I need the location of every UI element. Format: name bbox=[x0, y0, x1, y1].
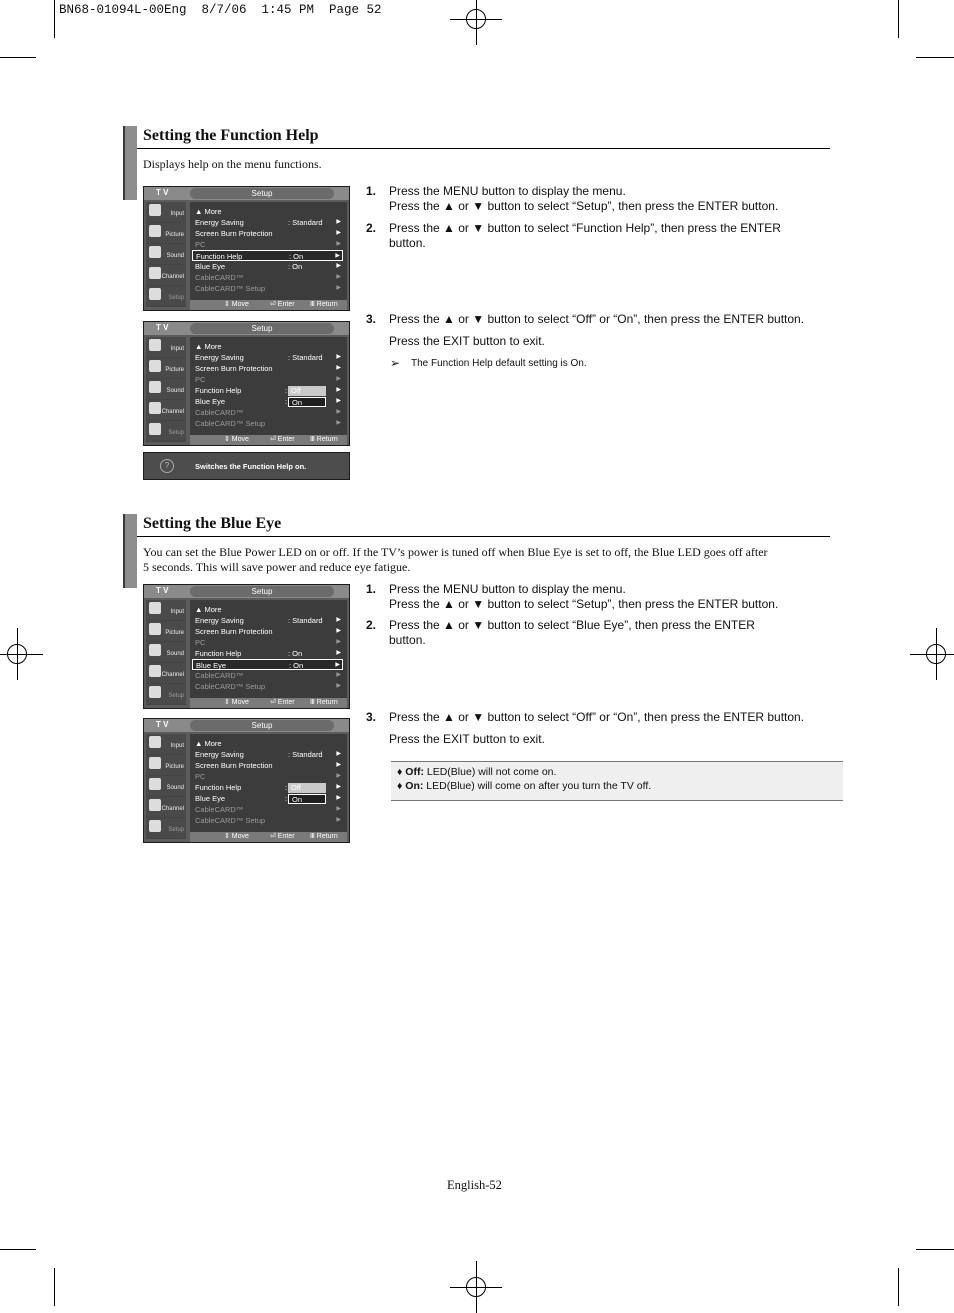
enter-hint: ⏎ Enter bbox=[270, 301, 295, 308]
arrow-right-icon: ▶ bbox=[336, 773, 341, 779]
registration-mark-icon bbox=[918, 636, 954, 672]
menu-row: CableCARD™ Setup ▶ bbox=[195, 816, 341, 825]
sidebar-item-picture: Picture bbox=[146, 621, 186, 642]
menu-row: Blue Eye : ▶ bbox=[195, 397, 341, 406]
crop-mark bbox=[54, 1268, 55, 1306]
option-on: On bbox=[288, 794, 326, 804]
arrow-right-icon: ▶ bbox=[336, 639, 341, 645]
arrow-right-icon: ▶ bbox=[335, 253, 340, 259]
sidebar-item-setup: Setup bbox=[146, 286, 186, 307]
sound-icon bbox=[149, 381, 161, 393]
menu-title: Setup bbox=[190, 720, 334, 731]
function-help-box bbox=[143, 452, 350, 480]
option-on: On bbox=[288, 397, 326, 407]
menu-row: CableCARD™ ▶ bbox=[195, 805, 341, 814]
menu-row: Screen Burn Protection ▶ bbox=[195, 364, 341, 373]
menu-row-more: ▲ More bbox=[195, 605, 222, 614]
enter-hint: ⏎ Enter bbox=[270, 699, 295, 706]
crop-mark bbox=[916, 57, 954, 58]
tip-box bbox=[391, 761, 843, 801]
return-hint: Ⅲ Return bbox=[310, 699, 338, 706]
arrow-right-icon: ▶ bbox=[336, 650, 341, 656]
arrow-right-icon: ▶ bbox=[336, 241, 341, 247]
arrow-right-icon: ▶ bbox=[336, 762, 341, 768]
menu-row: Blue Eye : ▶ bbox=[195, 794, 341, 803]
option-off: Off bbox=[288, 386, 326, 396]
picture-icon bbox=[149, 360, 161, 372]
menu-row: CableCARD™ Setup ▶ bbox=[195, 419, 341, 428]
arrow-right-icon: ▶ bbox=[336, 683, 341, 689]
crop-mark bbox=[0, 57, 36, 58]
tv-label: T V bbox=[156, 323, 169, 332]
menu-row-more: ▲ More bbox=[195, 207, 222, 216]
tv-menu-screenshot bbox=[143, 584, 350, 709]
arrow-right-icon: ▶ bbox=[336, 628, 341, 634]
menu-panel bbox=[190, 734, 347, 834]
sidebar-item-input: Input bbox=[146, 337, 186, 358]
menu-row: PC ▶ bbox=[195, 240, 341, 249]
crop-mark bbox=[0, 1249, 36, 1250]
arrow-right-icon: ▶ bbox=[336, 219, 341, 225]
tv-label: T V bbox=[156, 188, 169, 197]
input-icon bbox=[149, 339, 161, 351]
menu-row-more: ▲ More bbox=[195, 342, 222, 351]
sidebar-item-channel: Channel bbox=[146, 400, 186, 421]
menu-row: Blue Eye : On ▶ bbox=[195, 262, 341, 271]
menu-row: Screen Burn Protection ▶ bbox=[195, 761, 341, 770]
menu-title: Setup bbox=[190, 188, 334, 199]
tv-label: T V bbox=[156, 586, 169, 595]
arrow-right-icon: ▶ bbox=[336, 376, 341, 382]
tv-menu-screenshot bbox=[143, 186, 350, 311]
sidebar-item-sound: Sound bbox=[146, 244, 186, 265]
menu-row: CableCARD™ ▶ bbox=[195, 408, 341, 417]
arrow-right-icon: ▶ bbox=[336, 751, 341, 757]
crop-mark bbox=[898, 0, 899, 38]
sidebar-item-sound: Sound bbox=[146, 776, 186, 797]
menu-panel bbox=[190, 337, 347, 437]
arrow-right-icon: ▶ bbox=[336, 409, 341, 415]
arrow-right-icon: ▶ bbox=[336, 274, 341, 280]
help-icon: ? bbox=[160, 459, 174, 473]
channel-icon bbox=[149, 799, 161, 811]
menu-row: CableCARD™ Setup ▶ bbox=[195, 682, 341, 691]
move-hint: ⇕ Move bbox=[224, 833, 249, 840]
menu-row: PC ▶ bbox=[195, 375, 341, 384]
print-header: BN68-01094L-00Eng 8/7/06 1:45 PM Page 52 bbox=[59, 3, 382, 17]
sidebar-item-sound: Sound bbox=[146, 642, 186, 663]
arrow-right-icon: ▶ bbox=[336, 806, 341, 812]
menu-row: Function Help : On ▶ bbox=[195, 649, 341, 658]
menu-row: Energy Saving : Standard ▶ bbox=[195, 616, 341, 625]
menu-row: CableCARD™ ▶ bbox=[195, 273, 341, 282]
menu-row: CableCARD™ ▶ bbox=[195, 671, 341, 680]
sidebar-item-input: Input bbox=[146, 600, 186, 621]
arrow-right-icon: ▶ bbox=[336, 230, 341, 236]
arrow-right-icon: ▶ bbox=[335, 662, 340, 668]
input-icon bbox=[149, 204, 161, 216]
picture-icon bbox=[149, 225, 161, 237]
sidebar-item-channel: Channel bbox=[146, 265, 186, 286]
arrow-right-icon: ▶ bbox=[336, 354, 341, 360]
sidebar-item-picture: Picture bbox=[146, 358, 186, 379]
menu-row: PC ▶ bbox=[195, 638, 341, 647]
sidebar-item-setup: Setup bbox=[146, 684, 186, 705]
arrow-right-icon: ▶ bbox=[336, 817, 341, 823]
crop-mark bbox=[916, 1249, 954, 1250]
menu-row: Screen Burn Protection ▶ bbox=[195, 229, 341, 238]
menu-footer bbox=[190, 300, 347, 310]
registration-mark-icon bbox=[458, 1269, 494, 1305]
setup-icon bbox=[149, 423, 161, 435]
menu-footer bbox=[190, 832, 347, 842]
menu-sidebar bbox=[146, 734, 186, 835]
input-icon bbox=[149, 736, 161, 748]
menu-sidebar bbox=[146, 337, 186, 438]
sidebar-item-channel: Channel bbox=[146, 663, 186, 684]
menu-panel bbox=[190, 600, 347, 700]
section-bar bbox=[123, 514, 137, 588]
return-hint: Ⅲ Return bbox=[310, 436, 338, 443]
arrow-right-icon: ▶ bbox=[336, 420, 341, 426]
menu-row: Energy Saving : Standard ▶ bbox=[195, 353, 341, 362]
picture-icon bbox=[149, 623, 161, 635]
menu-row-selected: Blue Eye : On ▶ bbox=[192, 659, 343, 670]
enter-hint: ⏎ Enter bbox=[270, 436, 295, 443]
help-text: Switches the Function Help on. bbox=[195, 462, 307, 471]
channel-icon bbox=[149, 267, 161, 279]
return-hint: Ⅲ Return bbox=[310, 833, 338, 840]
menu-row: Screen Burn Protection ▶ bbox=[195, 627, 341, 636]
enter-hint: ⏎ Enter bbox=[270, 833, 295, 840]
return-hint: Ⅲ Return bbox=[310, 301, 338, 308]
menu-footer bbox=[190, 698, 347, 708]
note-arrow-icon: ➢ bbox=[390, 356, 401, 370]
arrow-right-icon: ▶ bbox=[336, 387, 341, 393]
tv-menu-screenshot bbox=[143, 718, 350, 843]
menu-title: Setup bbox=[190, 323, 334, 334]
registration-mark-icon bbox=[458, 1, 494, 37]
section-title: Setting the Blue Eye bbox=[143, 515, 282, 532]
arrow-right-icon: ▶ bbox=[336, 365, 341, 371]
arrow-right-icon: ▶ bbox=[336, 672, 341, 678]
menu-sidebar bbox=[146, 600, 186, 701]
menu-row: Function Help : ▶ bbox=[195, 386, 341, 395]
setup-icon bbox=[149, 288, 161, 300]
menu-title: Setup bbox=[190, 586, 334, 597]
setup-icon bbox=[149, 820, 161, 832]
arrow-right-icon: ▶ bbox=[336, 398, 341, 404]
arrow-right-icon: ▶ bbox=[336, 617, 341, 623]
input-icon bbox=[149, 602, 161, 614]
page-number: English-52 bbox=[447, 1178, 502, 1192]
crop-mark bbox=[898, 1268, 899, 1306]
sound-icon bbox=[149, 778, 161, 790]
move-hint: ⇕ Move bbox=[224, 699, 249, 706]
menu-row: Energy Saving : Standard ▶ bbox=[195, 750, 341, 759]
sound-icon bbox=[149, 644, 161, 656]
sidebar-item-setup: Setup bbox=[146, 818, 186, 839]
tv-menu-screenshot bbox=[143, 321, 350, 446]
option-off: Off bbox=[288, 783, 326, 793]
sidebar-item-setup: Setup bbox=[146, 421, 186, 442]
menu-row: Energy Saving : Standard ▶ bbox=[195, 218, 341, 227]
picture-icon bbox=[149, 757, 161, 769]
move-hint: ⇕ Move bbox=[224, 436, 249, 443]
section-intro: Displays help on the menu functions. bbox=[143, 157, 322, 171]
menu-row: Function Help : ▶ bbox=[195, 783, 341, 792]
crop-mark bbox=[54, 0, 55, 38]
sidebar-item-input: Input bbox=[146, 202, 186, 223]
sidebar-item-sound: Sound bbox=[146, 379, 186, 400]
menu-row: CableCARD™ Setup ▶ bbox=[195, 284, 341, 293]
menu-row: PC ▶ bbox=[195, 772, 341, 781]
menu-sidebar bbox=[146, 202, 186, 303]
section-rule bbox=[137, 148, 830, 149]
sidebar-item-picture: Picture bbox=[146, 755, 186, 776]
section-bar bbox=[123, 126, 137, 200]
setup-icon bbox=[149, 686, 161, 698]
menu-panel bbox=[190, 202, 347, 302]
sidebar-item-input: Input bbox=[146, 734, 186, 755]
move-hint: ⇕ Move bbox=[224, 301, 249, 308]
tip-off: ♦ Off: LED(Blue) will not come on. bbox=[397, 766, 557, 778]
menu-row-more: ▲ More bbox=[195, 739, 222, 748]
channel-icon bbox=[149, 402, 161, 414]
section-rule bbox=[137, 536, 830, 537]
section-title: Setting the Function Help bbox=[143, 127, 319, 144]
menu-footer bbox=[190, 435, 347, 445]
section-intro: You can set the Blue Power LED on or off. If the TV’s power is tuned off when Blue Eye is set to off, the Blue LED goes off after 5 seconds. This will save power and reduce eye fatigue. bbox=[143, 545, 768, 574]
menu-row-selected: Function Help : On ▶ bbox=[192, 250, 343, 261]
arrow-right-icon: ▶ bbox=[336, 285, 341, 291]
arrow-right-icon: ▶ bbox=[336, 263, 341, 269]
tip-on: ♦ On: LED(Blue) will come on after you turn the TV off. bbox=[397, 780, 652, 792]
sidebar-item-picture: Picture bbox=[146, 223, 186, 244]
tv-label: T V bbox=[156, 720, 169, 729]
sound-icon bbox=[149, 246, 161, 258]
registration-mark-icon bbox=[0, 636, 35, 672]
channel-icon bbox=[149, 665, 161, 677]
sidebar-item-channel: Channel bbox=[146, 797, 186, 818]
arrow-right-icon: ▶ bbox=[336, 795, 341, 801]
arrow-right-icon: ▶ bbox=[336, 784, 341, 790]
